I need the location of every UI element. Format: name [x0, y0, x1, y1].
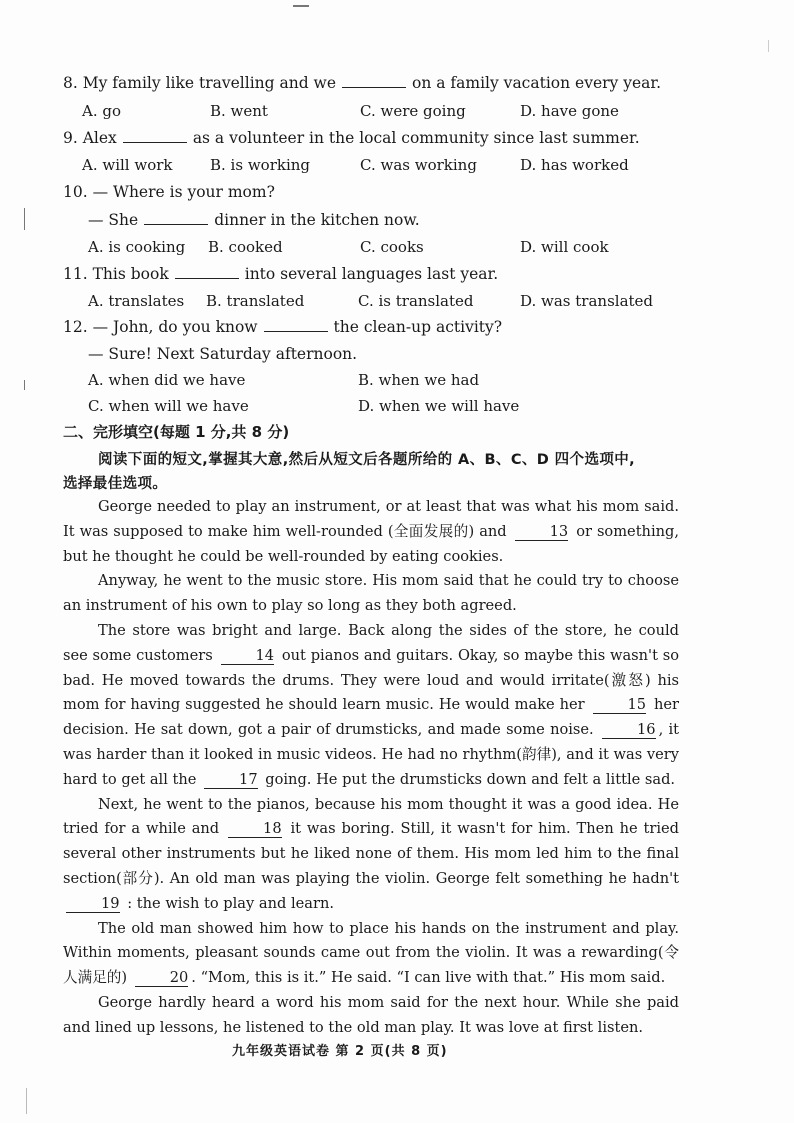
passage-paragraph-5: The old man showed him how to place his hands on the instrument and play. Within moments, pleasant sounds came out from the violin. It was a rewarding(令人满足的) 20 . “Mom, this is it.” He said. “I can live with that.” His mom said. [63, 919, 679, 987]
option-10c: C. cooks [360, 238, 424, 256]
question-number: 10. [63, 183, 88, 201]
cloze-blank-13: 13 [515, 524, 569, 541]
question-number: 9. [63, 129, 78, 147]
scan-mark-left-3 [26, 1088, 27, 1114]
option-10a: A. is cooking [88, 238, 186, 256]
question-12-line-2: — Sure! Next Saturday afternoon. [88, 345, 358, 363]
cloze-passage [63, 495, 679, 1041]
passage-paragraph-1: George needed to play an instrument, or at least that was what his mom said. It was supposed to make him well-rounded (全面发展的) and 13 or something, but he thought he could be well-rounded by eating cookies. [63, 498, 680, 565]
question-stem-end: dinner in the kitchen now. [214, 211, 420, 229]
scan-mark-left-2 [24, 380, 25, 390]
cloze-blank-15: 15 [593, 697, 647, 714]
option-10d: D. will cook [520, 238, 609, 256]
passage-paragraph-2: Anyway, he went to the music store. His mom said that he could try to choose an instrument of his own to play so long as they both agreed. [63, 572, 679, 615]
scan-mark-top [293, 5, 309, 7]
option-9d: D. has worked [520, 156, 629, 174]
option-11c: C. is translated [358, 292, 474, 310]
question-stem: — John, do you know [92, 318, 258, 336]
section-heading: 二、完形填空(每题 1 分,共 8 分) [63, 423, 290, 441]
question-stem: This book [92, 265, 169, 283]
answer-blank [342, 75, 406, 88]
passage-paragraph-4: Next, he went to the pianos, because his mom thought it was a good idea. He tried for a while and 18 it was boring. Still, it wasn't for him. Then he tried several other instruments but he liked none of them. His mom led him to the final section(部分). An old man was playing the violin. George felt something he hadn't 19 : the wish to play and learn. [63, 795, 679, 912]
question-stem-end: as a volunteer in the local community since last summer. [192, 129, 640, 147]
question-stem: Alex [82, 129, 117, 147]
question-number: 11. [63, 265, 88, 283]
question-9 [63, 129, 640, 147]
option-12c: C. when will we have [88, 397, 249, 415]
answer-blank [123, 130, 187, 143]
scan-mark-right [768, 40, 769, 52]
question-10-line-2 [88, 211, 420, 229]
option-8c: C. were going [360, 102, 466, 120]
option-11b: B. translated [206, 292, 305, 310]
question-stem: — She [88, 211, 139, 229]
question-stem-end: on a family vacation every year. [412, 74, 662, 92]
cloze-blank-16: 16 [602, 722, 656, 739]
question-number: 12. [63, 318, 88, 336]
question-stem: My family like travelling and we [82, 74, 336, 92]
option-9b: B. is working [210, 156, 311, 174]
question-12 [63, 318, 502, 336]
cloze-blank-19: 19 [66, 896, 120, 913]
question-stem-end: into several languages last year. [244, 265, 499, 283]
question-dialogue-line: — Where is your mom? [92, 183, 275, 201]
answer-blank [264, 319, 328, 332]
cloze-blank-18: 18 [228, 821, 282, 838]
cloze-blank-14: 14 [221, 648, 275, 665]
option-8d: D. have gone [520, 102, 619, 120]
question-11 [63, 265, 498, 283]
option-12a: A. when did we have [88, 371, 246, 389]
option-11d: D. was translated [520, 292, 654, 310]
option-12b: B. when we had [358, 371, 480, 389]
answer-blank [144, 212, 208, 225]
option-9a: A. will work [82, 156, 173, 174]
question-number: 8. [63, 74, 78, 92]
option-8b: B. went [210, 102, 268, 120]
cloze-blank-20: 20 [135, 970, 189, 987]
question-10 [63, 183, 275, 201]
option-8a: A. go [82, 102, 122, 120]
question-stem-end: the clean-up activity? [333, 318, 503, 336]
option-9c: C. was working [360, 156, 477, 174]
section-instruction-cont: 选择最佳选项。 [63, 476, 168, 492]
option-10b: B. cooked [208, 238, 283, 256]
passage-paragraph-3: The store was bright and large. Back along the sides of the store, he could see some customers 14 out pianos and guitars. Okay, so maybe this wasn't so bad. He moved towards the drums. They were loud and would irritate(激怒) his mom for having suggested he should learn music. He would make her 15 her decision. He sat down, got a pair of drumsticks, and made some noise. 16 , it was harder than it looked in music videos. He had no rhythm(韵律), and it was very hard to get all the 17 going. He put the drumsticks down and felt a little sad. [63, 621, 680, 788]
cloze-blank-17: 17 [204, 772, 258, 789]
option-12d: D. when we will have [358, 397, 520, 415]
option-11a: A. translates [88, 292, 185, 310]
passage-paragraph-6: George hardly heard a word his mom said for the next hour. While she paid and lined up lessons, he listened to the old man play. It was love at first listen. [63, 993, 679, 1036]
page-footer: 九年级英语试卷 第 2 页(共 8 页) [232, 1044, 448, 1059]
question-8 [63, 74, 661, 92]
answer-blank [175, 266, 239, 279]
scan-mark-left-1 [24, 208, 25, 230]
section-instruction: 阅读下面的短文,掌握其大意,然后从短文后各题所给的 A、B、C、D 四个选项中, [98, 452, 636, 468]
